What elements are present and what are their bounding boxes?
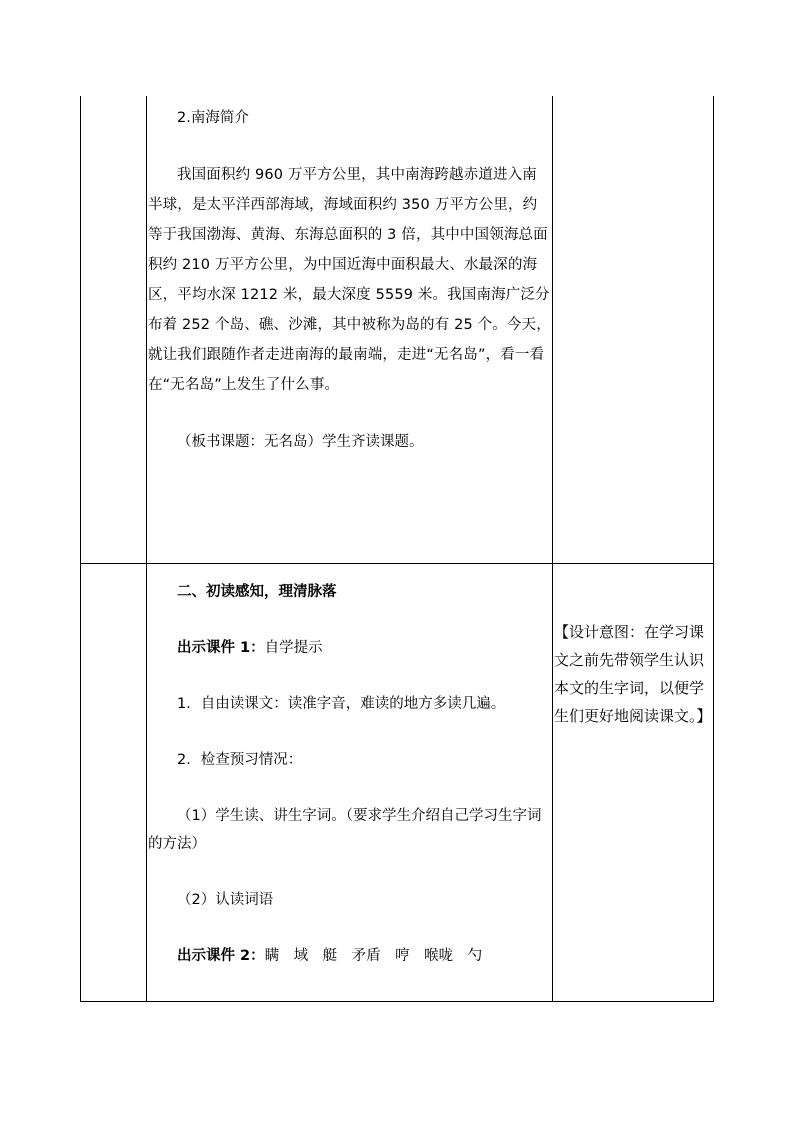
- sub2-text: （2）认读词语: [177, 892, 274, 908]
- row2-content: [148, 578, 551, 970]
- table-border-bottom: [80, 1001, 714, 1002]
- courseware2-words: 瞒 域 艇 矛盾 哼 喉咙 勺: [264, 948, 483, 964]
- courseware1-line: [148, 634, 551, 662]
- table-border-col1: [146, 96, 147, 1002]
- step1-text: 1．自由读课文：读准字音，难读的地方多读几遍。: [177, 696, 506, 712]
- table-border-left: [80, 96, 81, 1002]
- courseware1-label: 出示课件 1：: [177, 640, 265, 656]
- row1-heading: 2.南海简介: [177, 110, 249, 126]
- courseware1-text: 自学提示: [264, 640, 323, 656]
- row1-board-note: （板书课题：无名岛）学生齐读课题。: [177, 434, 424, 450]
- row1-paragraph: 我国面积约 960 万平方公里，其中南海跨越赤道进入南半球，是太平洋西部海域，海域面积约 350 万平方公里，约等于我国渤海、黄海、东海总面积的 3 倍，其中中国领海总面积约 210 万平方公里，为中国近海中面积最大、水最深的海区，平均水深 1212 米，最大深度 5559 米。我国南海广泛分布着 252 个岛、礁、沙滩，其中被称为岛的有 25 个。今天，就让我们跟随作者走进南海的最南端，走进“无名岛”，看一看在“无名岛”上发生了什么事。: [148, 167, 551, 393]
- design-note: 【设计意图：在学习课文之前先带领学生认识本文的生字词，以便学生们更好地阅读课文。】: [554, 623, 712, 725]
- step2-text: 2．检查预习情况：: [177, 752, 303, 768]
- courseware2-line: [148, 942, 551, 970]
- table-border-right: [713, 96, 714, 1002]
- courseware2-label: 出示课件 2：: [177, 948, 265, 964]
- sub1-text: （1）学生读、讲生字词。（要求学生介绍自己学习生字词的方法）: [148, 808, 542, 852]
- row1-content: [148, 104, 551, 456]
- table-border-col2: [552, 96, 553, 1002]
- table-row-divider: [80, 563, 714, 564]
- section-title: 二、初读感知，理清脉落: [177, 584, 337, 600]
